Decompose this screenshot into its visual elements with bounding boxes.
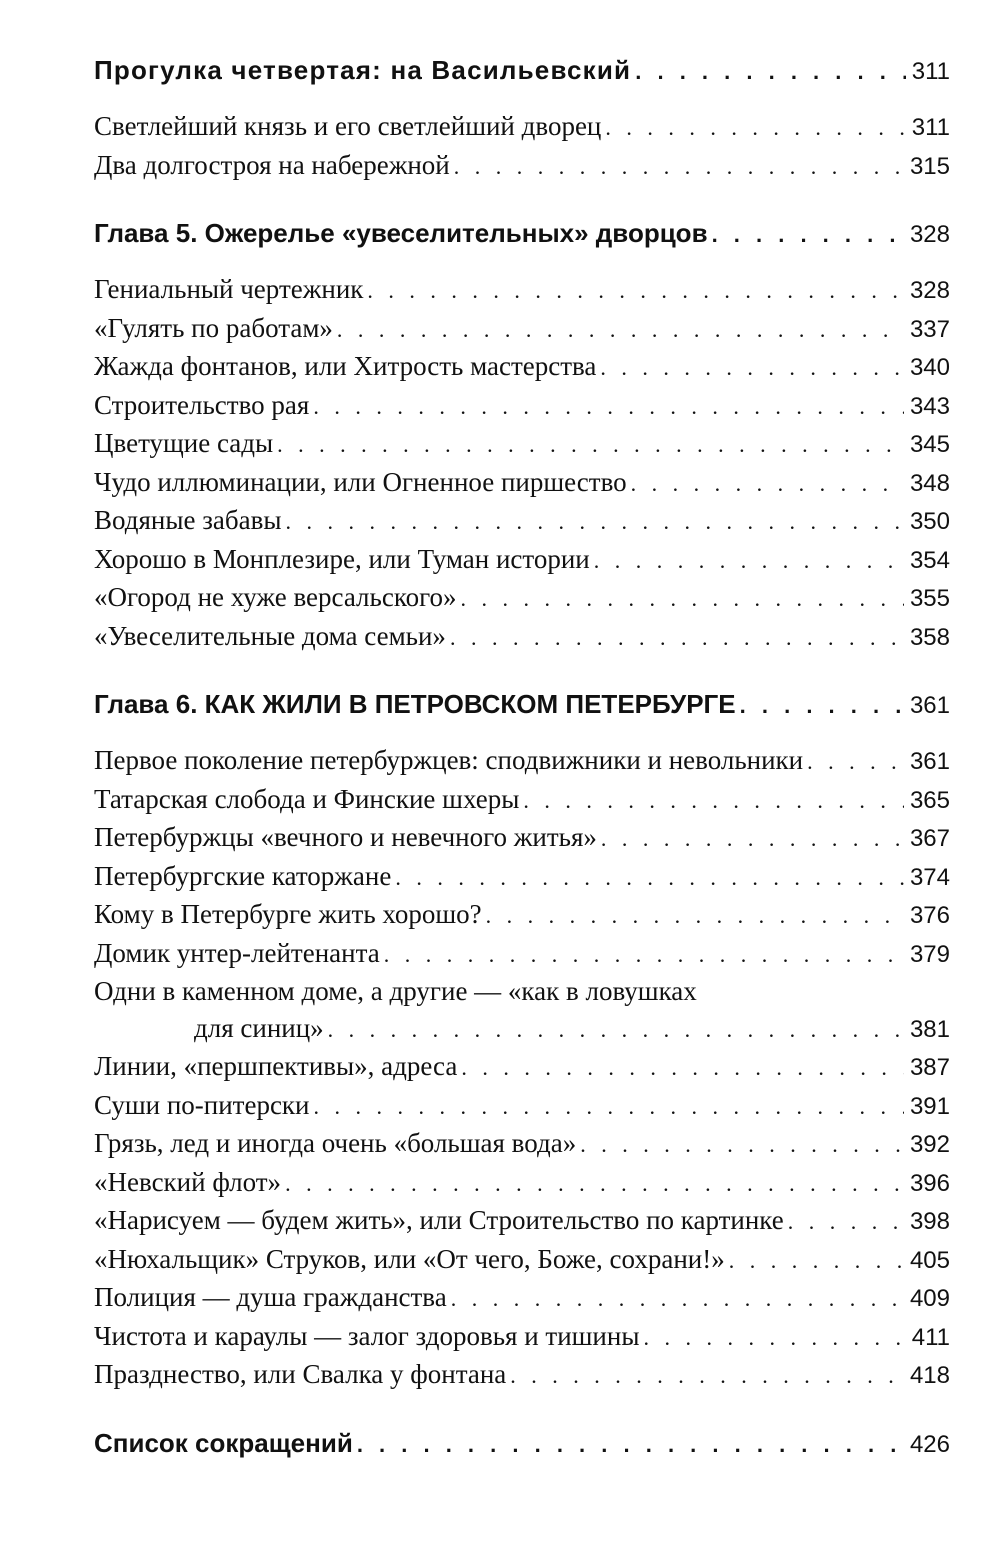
entry-page-number: 418 (909, 1362, 950, 1389)
toc-entry (94, 819, 950, 858)
entry-title: Петербуржцы «вечного и невечного житья» (94, 822, 597, 852)
toc-entry (94, 896, 950, 935)
toc-entry (94, 1087, 950, 1126)
dot-leader (594, 543, 904, 580)
entry-page-number: 328 (909, 277, 950, 304)
entry-page-number: 348 (909, 469, 950, 497)
toc-entry (94, 425, 950, 464)
entry-page-number: 365 (909, 786, 950, 814)
entry-page-number: 350 (909, 508, 950, 535)
heading-page-number: 426 (909, 1430, 950, 1458)
entry-title: Светлейший князь и его светлейший дворец (94, 111, 602, 141)
toc-entry (94, 541, 950, 580)
toc-entry (94, 858, 950, 897)
toc-entry (94, 618, 950, 657)
toc-section (94, 215, 950, 656)
dot-leader (600, 350, 904, 387)
entry-page-number: 387 (909, 1054, 950, 1081)
entry-page-number: 354 (909, 546, 950, 574)
entry-page-number: 379 (909, 940, 950, 968)
entry-page-number: 345 (909, 431, 950, 458)
entry-title: «Невский флот» (94, 1166, 282, 1197)
dot-leader (328, 1012, 904, 1049)
entry-title: Суши по-питерски (94, 1089, 310, 1120)
entry-page-number: 381 (909, 1015, 950, 1043)
toc-entry (94, 1202, 950, 1241)
entry-page-number: 337 (909, 315, 950, 343)
entry-page-number: 361 (909, 748, 950, 775)
toc-entry (94, 1318, 950, 1357)
heading-title: Глава 5. Ожерелье «увеселительных» дворцов (94, 218, 708, 248)
entry-title: Домик унтер-лейтенанта (94, 937, 380, 968)
toc-entry (94, 387, 950, 426)
dot-leader (807, 744, 904, 781)
dot-leader (451, 1281, 904, 1318)
dot-leader (635, 54, 905, 90)
entry-page-number: 340 (909, 354, 950, 381)
entry-page-number: 343 (909, 392, 950, 420)
dot-leader (461, 1050, 904, 1087)
table-of-contents (94, 52, 950, 1463)
entry-page-number: 392 (909, 1131, 950, 1158)
dot-leader (395, 860, 904, 897)
dot-leader (740, 688, 904, 724)
heading-page-number: 311 (911, 58, 950, 85)
entry-title: Водяные забавы (94, 505, 282, 535)
heading-title: Прогулка четвертая: на Васильевский (94, 55, 632, 85)
entry-title: Линии, «першпективы», адреса (94, 1051, 458, 1081)
entry-page-number: 374 (909, 863, 950, 891)
toc-entry (94, 502, 950, 541)
heading-page-number: 361 (909, 692, 950, 719)
section-heading (94, 686, 950, 724)
dot-leader (314, 1089, 904, 1126)
entry-page-number: 311 (911, 114, 950, 141)
entry-title: Петербургские каторжане (94, 860, 392, 891)
dot-leader (285, 1166, 904, 1203)
entry-title: Чудо иллюминации, или Огненное пиршество (94, 466, 627, 497)
entry-title: «Нарисуем — будем жить», или Строительство по картинке (94, 1205, 784, 1235)
entry-page-number: 376 (909, 902, 950, 929)
entry-title: Татарская слобода и Финские шхеры (94, 783, 520, 814)
toc-entry (94, 310, 950, 349)
toc-entry (94, 271, 950, 310)
entry-title: Чистота и караулы — залог здоровья и тишины (94, 1320, 640, 1351)
entry-title: Кому в Петербурге жить хорошо? (94, 899, 482, 929)
entry-page-number: 391 (909, 1092, 950, 1120)
entry-title: Хорошо в Монплезире, или Туман истории (94, 543, 590, 574)
entry-title-line1: Одни в каменном доме, а другие — «как в ловушках (94, 976, 697, 1006)
entry-page-number: 315 (909, 152, 950, 180)
dot-leader (643, 1320, 905, 1357)
dot-leader (788, 1204, 904, 1241)
dot-leader (337, 312, 904, 349)
entry-title: Полиция — душа гражданства (94, 1282, 447, 1312)
section-heading (94, 52, 950, 90)
entry-page-number: 398 (909, 1208, 950, 1235)
entry-page-number: 355 (909, 585, 950, 612)
entry-page-number: 409 (909, 1285, 950, 1312)
section-heading (94, 1425, 950, 1463)
entry-title: Жажда фонтанов, или Хитрость мастерства (94, 351, 597, 381)
entry-page-number: 396 (909, 1169, 950, 1197)
entry-title: Грязь, лед и иногда очень «большая вода» (94, 1128, 577, 1158)
toc-entry (94, 1010, 950, 1049)
entry-title: Празднество, или Свалка у фонтана (94, 1359, 507, 1389)
entry-title: для синиц» (194, 1012, 324, 1043)
dot-leader (357, 1427, 904, 1463)
dot-leader (580, 1127, 904, 1164)
toc-entry (94, 348, 950, 387)
section-heading (94, 215, 950, 253)
toc-section (94, 1425, 950, 1463)
dot-leader (486, 898, 904, 935)
entry-title: Первое поколение петербуржцев: сподвижники и невольники (94, 745, 804, 775)
entry-title: «Огород не хуже версальского» (94, 582, 457, 612)
toc-entry (94, 1356, 950, 1395)
entry-page-number: 358 (909, 623, 950, 651)
dot-leader (729, 1243, 904, 1280)
dot-leader (454, 149, 904, 186)
entry-title: Гениальный чертежник (94, 274, 364, 304)
dot-leader (601, 821, 904, 858)
dot-leader (460, 581, 903, 618)
dot-leader (277, 427, 904, 464)
toc-entry (94, 147, 950, 186)
toc-entry (94, 464, 950, 503)
dot-leader (313, 389, 904, 426)
toc-entry (94, 108, 950, 147)
entry-page-number: 411 (911, 1323, 950, 1351)
entry-title: «Гулять по работам» (94, 312, 333, 343)
dot-leader (712, 217, 904, 253)
toc-entry (94, 742, 950, 781)
entry-page-number: 367 (909, 825, 950, 852)
dot-leader (523, 783, 904, 820)
dot-leader (367, 273, 904, 310)
toc-entry (94, 1241, 950, 1280)
dot-leader (285, 504, 903, 541)
toc-entry (94, 1048, 950, 1087)
toc-section (94, 52, 950, 185)
dot-leader (510, 1358, 904, 1395)
heading-title: Список сокращений (94, 1427, 353, 1458)
toc-entry (94, 579, 950, 618)
entry-title: Цветущие сады (94, 428, 274, 458)
toc-entry (94, 935, 950, 974)
toc-entry (94, 1279, 950, 1318)
toc-entry (94, 781, 950, 820)
heading-page-number: 328 (909, 221, 950, 248)
entry-title: «Нюхальщик» Струков, или «От чего, Боже, сохрани!» (94, 1243, 725, 1274)
dot-leader (605, 110, 905, 147)
toc-section (94, 686, 950, 1395)
entry-title: «Увеселительные дома семьи» (94, 620, 446, 651)
dot-leader (384, 937, 904, 974)
entry-title: Строительство рая (94, 389, 310, 420)
dot-leader (450, 620, 904, 657)
entry-title: Два долгостроя на набережной (94, 149, 450, 180)
toc-entry (94, 1125, 950, 1164)
heading-title: Глава 6. КАК ЖИЛИ В ПЕТРОВСКОМ ПЕТЕРБУРГЕ (94, 689, 736, 719)
entry-page-number: 405 (909, 1246, 950, 1274)
toc-entry (94, 1164, 950, 1203)
dot-leader (631, 466, 904, 503)
